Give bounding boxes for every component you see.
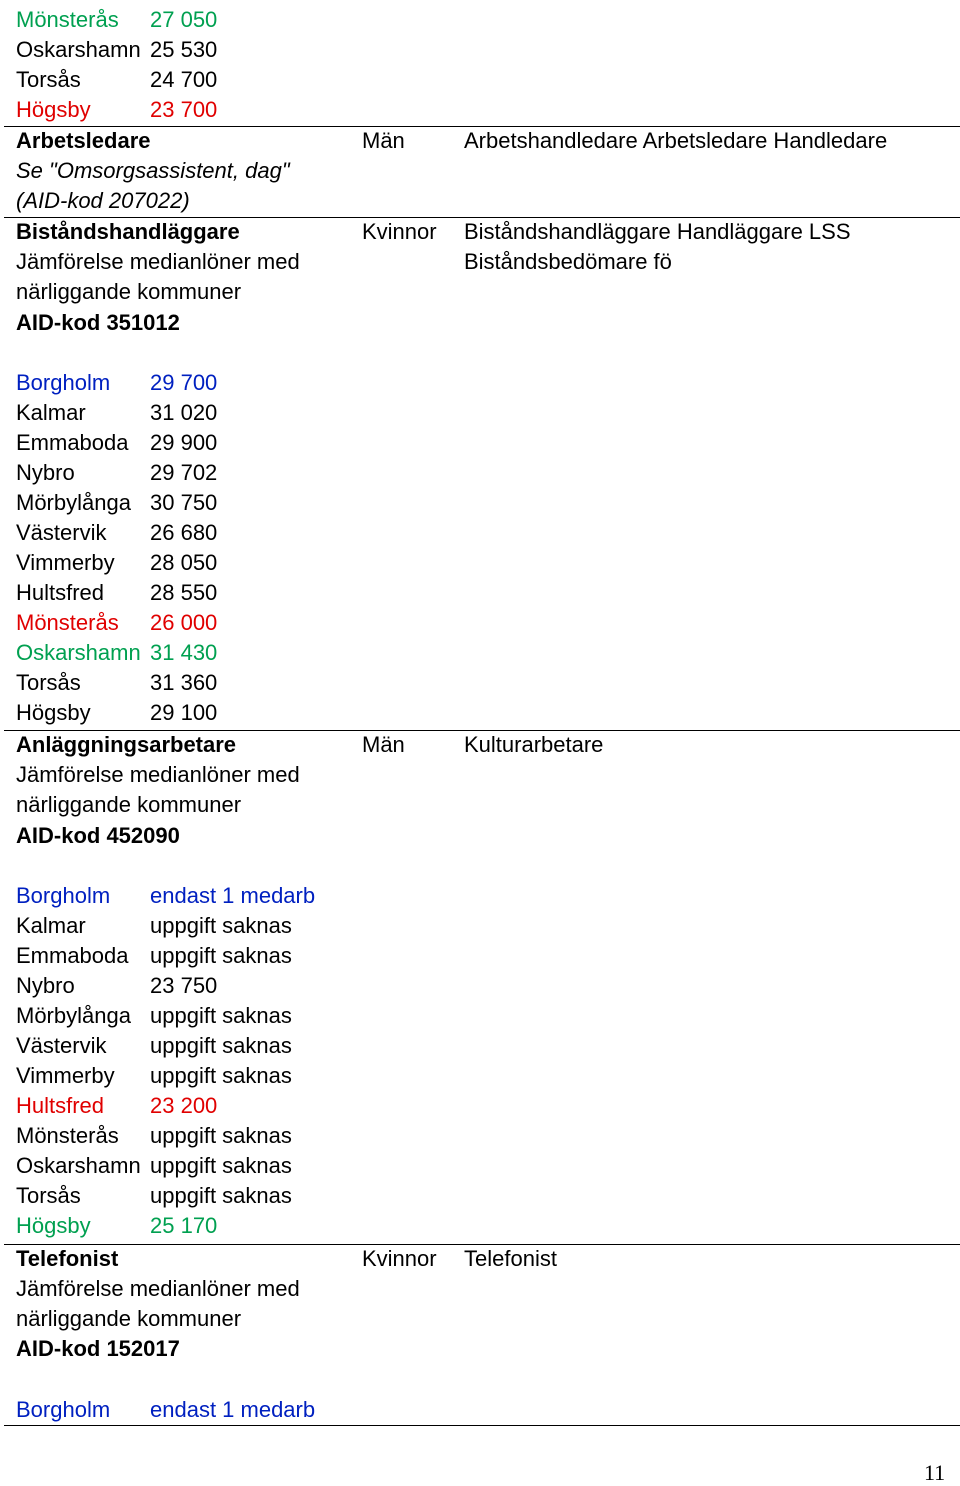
municipality-row — [0, 1395, 400, 1425]
municipality-name: Torsås — [16, 67, 81, 92]
median-salary: uppgift saknas — [150, 943, 292, 968]
median-salary: 31 020 — [150, 400, 218, 425]
median-salary: 30 750 — [150, 490, 218, 515]
median-salary: 27 050 — [150, 7, 218, 32]
median-salary: 28 550 — [150, 580, 218, 605]
municipality-row — [0, 1181, 400, 1211]
median-salary: 29 700 — [150, 370, 218, 395]
municipality-row — [0, 35, 400, 65]
municipality-row — [0, 638, 400, 668]
municipality-name: Emmaboda — [16, 430, 129, 455]
municipality-name: Borgholm — [16, 1397, 111, 1422]
municipality-name: Hultsfred — [16, 1093, 105, 1118]
page-number: 11 — [924, 1460, 946, 1485]
gender-label: Män — [362, 732, 405, 757]
median-salary: 29 100 — [150, 700, 218, 725]
occupation-title: Telefonist — [16, 1246, 119, 1271]
median-salary: 23 750 — [150, 973, 218, 998]
municipality-name: Kalmar — [16, 400, 86, 425]
municipality-row — [0, 1091, 400, 1121]
median-salary: 31 430 — [150, 640, 218, 665]
municipality-row — [0, 941, 400, 971]
municipality-row — [0, 1211, 400, 1241]
municipality-name: Mörbylånga — [16, 490, 131, 515]
municipality-name: Oskarshamn — [16, 37, 141, 62]
municipality-row — [0, 1151, 400, 1181]
municipality-name: Västervik — [16, 520, 107, 545]
median-salary: uppgift saknas — [150, 1003, 292, 1028]
comparison-description: Jämförelse medianlöner med — [16, 1276, 300, 1301]
median-salary: 29 900 — [150, 430, 218, 455]
median-salary: uppgift saknas — [150, 1063, 292, 1088]
median-salary: 26 680 — [150, 520, 218, 545]
aid-code: AID-kod 152017 — [16, 1336, 180, 1361]
job-titles: Arbetshandledare Arbetsledare Handledare — [464, 128, 888, 153]
municipality-row — [0, 1121, 400, 1151]
municipality-name: Vimmerby — [16, 1063, 115, 1088]
municipality-name: Högsby — [16, 700, 91, 725]
occupation-title: Arbetsledare — [16, 128, 151, 153]
median-salary: uppgift saknas — [150, 913, 292, 938]
row-divider — [4, 1425, 960, 1426]
gender-label: Kvinnor — [362, 1246, 437, 1271]
comparison-description: närliggande kommuner — [16, 279, 242, 304]
median-salary: uppgift saknas — [150, 1033, 292, 1058]
municipality-name: Mönsterås — [16, 7, 119, 32]
median-salary: uppgift saknas — [150, 1123, 292, 1148]
municipality-name: Vimmerby — [16, 550, 115, 575]
municipality-name: Mönsterås — [16, 1123, 119, 1148]
job-titles: Kulturarbetare — [464, 732, 604, 757]
municipality-row — [0, 971, 400, 1001]
municipality-row — [0, 1061, 400, 1091]
municipality-name: Torsås — [16, 1183, 81, 1208]
municipality-name: Torsås — [16, 670, 81, 695]
median-salary: 24 700 — [150, 67, 218, 92]
municipality-name: Oskarshamn — [16, 640, 141, 665]
municipality-name: Nybro — [16, 973, 75, 998]
job-titles: Telefonist — [464, 1246, 557, 1271]
municipality-row — [0, 5, 400, 35]
municipality-row — [0, 881, 400, 911]
median-salary: 31 360 — [150, 670, 218, 695]
aid-code: AID-kod 452090 — [16, 823, 180, 848]
municipality-row — [0, 911, 400, 941]
median-salary: uppgift saknas — [150, 1183, 292, 1208]
municipality-row — [0, 698, 400, 728]
municipality-name: Emmaboda — [16, 943, 129, 968]
median-salary: 23 200 — [150, 1093, 218, 1118]
occupation-title: Biståndshandläggare — [16, 219, 240, 244]
municipality-row — [0, 65, 400, 95]
municipality-row — [0, 458, 400, 488]
municipality-row — [0, 548, 400, 578]
median-salary: 25 170 — [150, 1213, 218, 1238]
municipality-row — [0, 398, 400, 428]
municipality-name: Hultsfred — [16, 580, 105, 605]
municipality-row — [0, 1031, 400, 1061]
occupation-title: Anläggningsarbetare — [16, 732, 237, 757]
comparison-description: Jämförelse medianlöner med — [16, 762, 300, 787]
job-titles: Biståndshandläggare Handläggare LSS Biståndsbedömare fö — [464, 219, 851, 274]
municipality-name: Mörbylånga — [16, 1003, 131, 1028]
median-salary: 25 530 — [150, 37, 218, 62]
municipality-row — [0, 578, 400, 608]
municipality-row — [0, 95, 400, 125]
median-salary: 23 700 — [150, 97, 218, 122]
gender-label: Män — [362, 128, 405, 153]
municipality-name: Borgholm — [16, 883, 111, 908]
municipality-row — [0, 668, 400, 698]
municipality-name: Högsby — [16, 1213, 91, 1238]
municipality-row — [0, 518, 400, 548]
median-salary: endast 1 medarb — [150, 1397, 316, 1422]
municipality-name: Oskarshamn — [16, 1153, 141, 1178]
municipality-name: Borgholm — [16, 370, 111, 395]
municipality-name: Mönsterås — [16, 610, 119, 635]
municipality-row — [0, 428, 400, 458]
reference-aid-code: (AID-kod 207022) — [16, 188, 190, 213]
municipality-row — [0, 608, 400, 638]
comparison-description: närliggande kommuner — [16, 792, 242, 817]
median-salary: uppgift saknas — [150, 1153, 292, 1178]
comparison-description: närliggande kommuner — [16, 1306, 242, 1331]
median-salary: 28 050 — [150, 550, 218, 575]
municipality-name: Högsby — [16, 97, 91, 122]
reference-note: Se "Omsorgsassistent, dag" — [16, 158, 290, 183]
comparison-description: Jämförelse medianlöner med — [16, 249, 300, 274]
municipality-name: Nybro — [16, 460, 75, 485]
median-salary: endast 1 medarb — [150, 883, 316, 908]
municipality-name: Västervik — [16, 1033, 107, 1058]
gender-label: Kvinnor — [362, 219, 437, 244]
municipality-row — [0, 488, 400, 518]
median-salary: 29 702 — [150, 460, 218, 485]
municipality-row — [0, 368, 400, 398]
aid-code: AID-kod 351012 — [16, 310, 180, 335]
municipality-name: Kalmar — [16, 913, 86, 938]
median-salary: 26 000 — [150, 610, 218, 635]
municipality-row — [0, 1001, 400, 1031]
